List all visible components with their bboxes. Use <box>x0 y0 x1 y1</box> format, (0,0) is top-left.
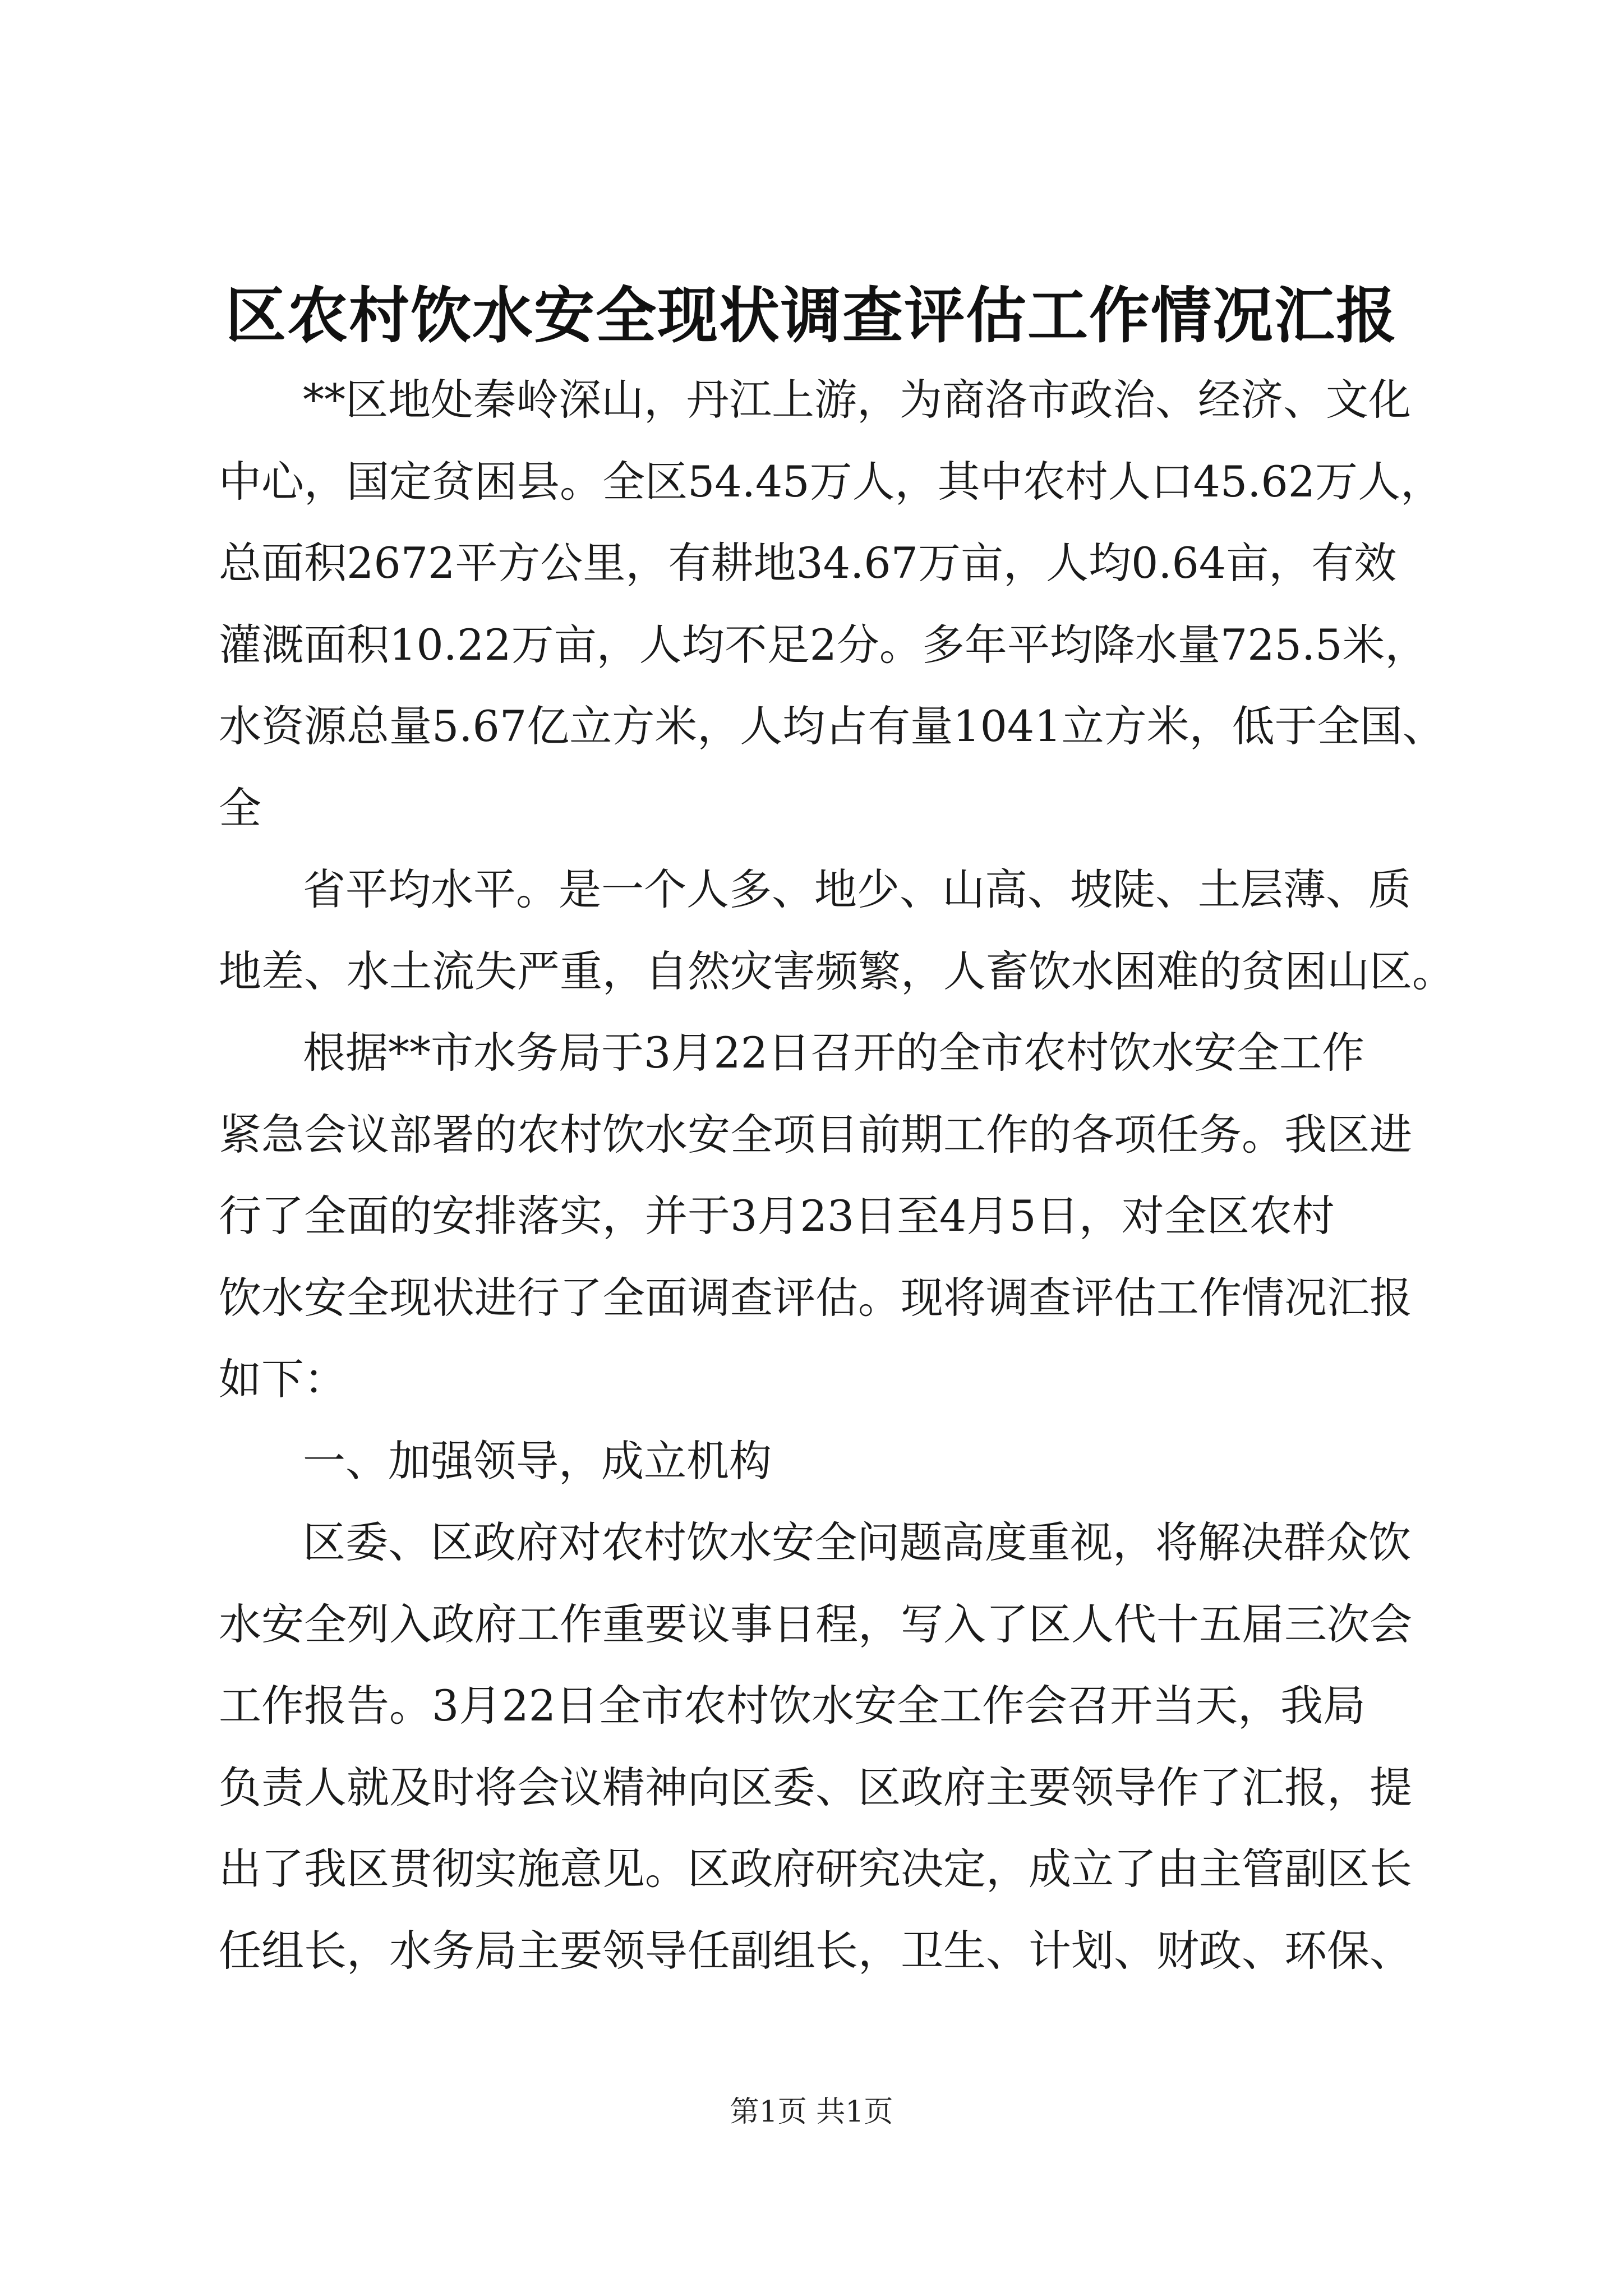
body-text-line: 区委、区政府对农村饮水安全问题高度重视，将解决群众饮 <box>303 1517 1411 1567</box>
body-text-line: 中心，国定贫困县。全区54.45万人，其中农村人口45.62万人， <box>219 456 1444 507</box>
body-text-line: 省平均水平。是一个人多、地少、山高、坡陡、土层薄、质 <box>303 864 1411 914</box>
body-text-line: **区地处秦岭深山，丹江上游，为商洛市政治、经济、文化 <box>303 375 1411 425</box>
body-text-line: 出了我区贯彻实施意见。区政府研究决定，成立了由主管副区长 <box>219 1844 1412 1894</box>
body-text-line: 紧急会议部署的农村饮水安全项目前期工作的各项任务。我区进 <box>219 1109 1412 1159</box>
body-text-line: 全 <box>219 783 261 833</box>
document-body <box>219 359 1455 1991</box>
page-number-footer: 第1页 共1页 <box>730 2095 893 2129</box>
body-text-line: 水安全列入政府工作重要议事日程，写入了区人代十五届三次会 <box>219 1599 1412 1649</box>
body-text-line: 灌溉面积10.22万亩，人均不足2分。多年平均降水量725.5米， <box>219 619 1428 670</box>
body-text-line: 总面积2672平方公里，有耕地34.67万亩，人均0.64亩，有效 <box>219 538 1397 588</box>
body-text-line: 如下： <box>219 1354 347 1404</box>
body-text-line: 水资源总量5.67亿立方米，人均占有量1041立方米，低于全国、 <box>219 701 1445 751</box>
body-text-line: 一、加强领导，成立机构 <box>303 1435 772 1486</box>
body-text-line: 任组长，水务局主要领导任副组长，卫生、计划、财政、环保、 <box>219 1925 1412 1976</box>
body-text-line: 负责人就及时将会议精神向区委、区政府主要领导作了汇报，提 <box>219 1762 1412 1812</box>
body-text-line: 工作报告。3月22日全市农村饮水安全工作会召开当天，我局 <box>219 1681 1366 1731</box>
document-title: 区农村饮水安全现状调查评估工作情况汇报 <box>225 280 1398 351</box>
body-text-line: 饮水安全现状进行了全面调查评估。现将调查评估工作情况汇报 <box>219 1272 1412 1323</box>
body-text-line: 地差、水土流失严重，自然灾害频繁，人畜饮水困难的贫困山区。 <box>219 946 1455 996</box>
body-text-line: 根据**市水务局于3月22日召开的全市农村饮水安全工作 <box>303 1028 1365 1078</box>
body-text-line: 行了全面的安排落实，并于3月23日至4月5日，对全区农村 <box>219 1191 1335 1241</box>
